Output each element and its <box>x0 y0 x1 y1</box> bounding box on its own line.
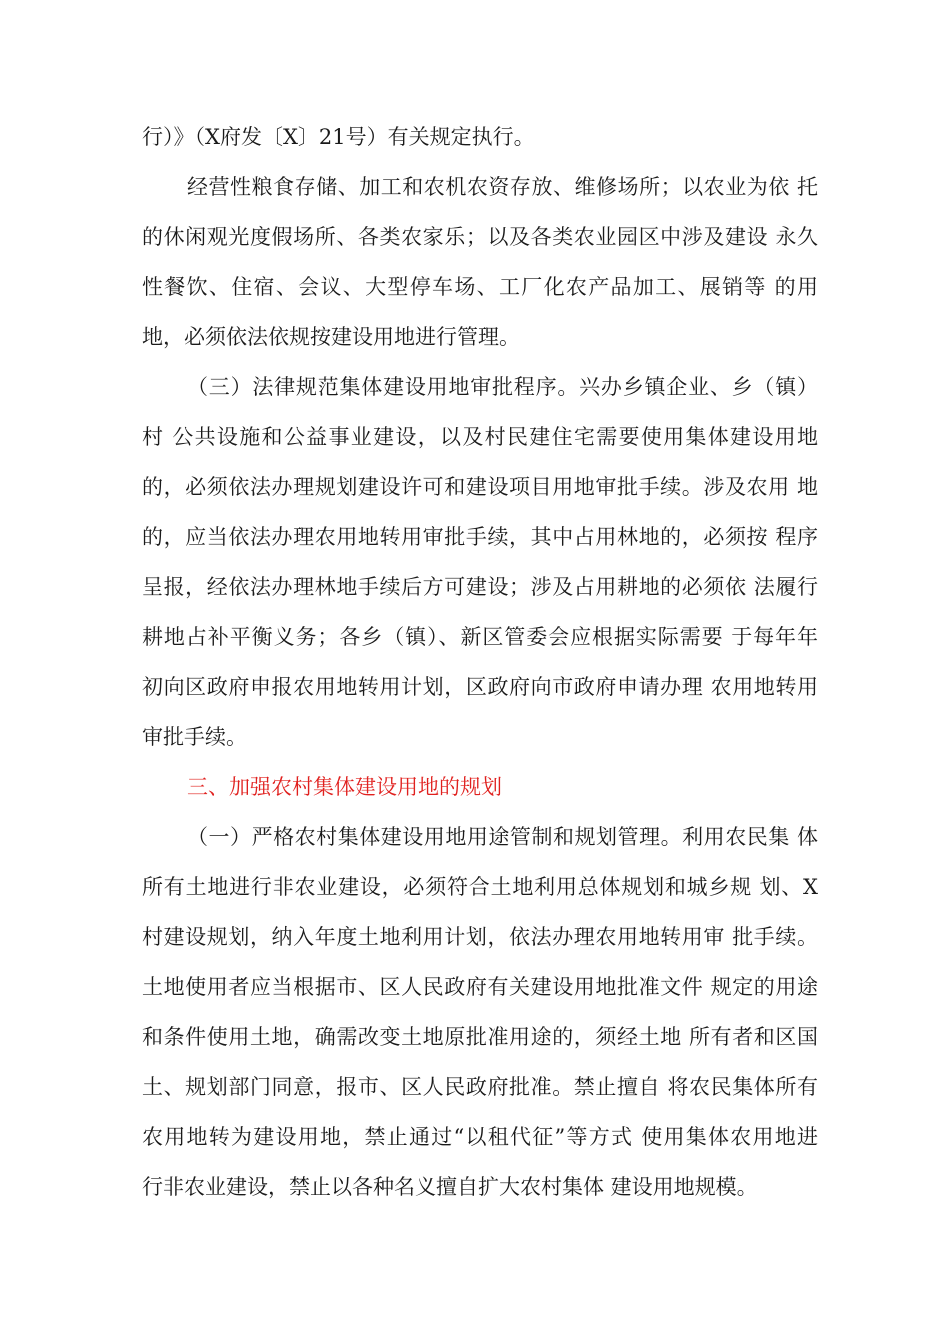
paragraph-line: 行非农业建设，禁止以各种名义擅自扩大农村集体 建设用地规模。 <box>142 1175 758 1199</box>
paragraph-line: （三）法律规范集体建设用地审批程序。兴办乡镇企业、乡（镇） <box>187 375 818 399</box>
paragraph-line: 的，必须依法办理规划建设许可和建设项目用地审批手续。涉及农用 地 <box>142 475 818 499</box>
paragraph-line: 经营性粮食存储、加工和农机农资存放、维修场所；以农业为依 托 <box>187 175 818 199</box>
paragraph-line: 和条件使用土地，确需改变土地原批准用途的，须经土地 所有者和区国 <box>142 1025 818 1049</box>
paragraph-line: 行）》（X府发〔X〕21号）有关规定执行。 <box>142 125 535 149</box>
paragraph-line: 村建设规划，纳入年度土地利用计划，依法办理农用地转用审 批手续。 <box>142 925 818 949</box>
paragraph-line: 所有土地进行非农业建设，必须符合土地利用总体规划和城乡规 划、X <box>142 875 818 899</box>
paragraph-line: 农用地转为建设用地，禁止通过“以租代征”等方式 使用集体农用地进 <box>142 1125 818 1149</box>
paragraph-line: 初向区政府申报农用地转用计划，区政府向市政府申请办理 农用地转用 <box>142 675 818 699</box>
section-heading: 三、加强农村集体建设用地的规划 <box>187 775 502 799</box>
paragraph-line: 村 公共设施和公益事业建设，以及村民建住宅需要使用集体建设用地 <box>142 425 818 449</box>
paragraph-line: 性餐饮、住宿、会议、大型停车场、工厂化农产品加工、展销等 的用 <box>142 275 818 299</box>
paragraph-line: 地，必须依法依规按建设用地进行管理。 <box>142 325 520 349</box>
paragraph-line: 呈报，经依法办理林地手续后方可建设；涉及占用耕地的必须依 法履行 <box>142 575 818 599</box>
paragraph-line: 土地使用者应当根据市、区人民政府有关建设用地批准文件 规定的用途 <box>142 975 818 999</box>
paragraph-line: 的休闲观光度假场所、各类农家乐；以及各类农业园区中涉及建设 永久 <box>142 225 818 249</box>
paragraph-line: 土、规划部门同意，报市、区人民政府批准。禁止擅自 将农民集体所有 <box>142 1075 818 1099</box>
paragraph-line: 耕地占补平衡义务；各乡（镇）、新区管委会应根据实际需要 于每年年 <box>142 625 818 649</box>
paragraph-line: （一）严格农村集体建设用地用途管制和规划管理。利用农民集 体 <box>187 825 818 849</box>
paragraph-line: 审批手续。 <box>142 725 247 749</box>
paragraph-line: 的，应当依法办理农用地转用审批手续，其中占用林地的，必须按 程序 <box>142 525 818 549</box>
